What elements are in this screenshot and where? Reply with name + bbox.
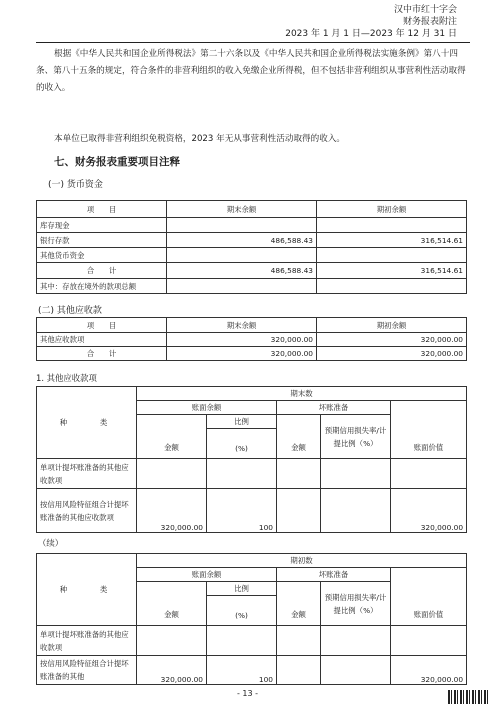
table-row <box>37 656 467 685</box>
table-row <box>37 218 467 233</box>
section-heading: 七、财务报表重要项目注释 <box>54 156 180 168</box>
barcode-icon <box>448 690 488 704</box>
value-cell <box>321 626 391 656</box>
row-label: 单项计提坏账准备的其他应收款项 <box>37 459 137 489</box>
header-period: 2023 年 1 月 1 日—2023 年 12 月 31 日 <box>285 29 457 39</box>
value-cell <box>321 656 391 685</box>
value-cell: 320,000.00 <box>137 489 207 533</box>
value-cell <box>207 626 277 656</box>
page-number: - 13 - <box>236 689 259 698</box>
amount-header: 金额 <box>137 415 207 459</box>
value-cell: 320,000.00 <box>317 347 467 361</box>
other-receivables-heading: (二) 其他应收款 <box>38 306 102 316</box>
table-header-row <box>37 554 467 568</box>
header-doc-title: 财务报表附注 <box>402 17 457 27</box>
header-cell: 期初余额 <box>317 318 467 333</box>
header-cell: 期初余额 <box>317 201 467 218</box>
row-label: 其中：存放在境外的款项总额 <box>37 279 167 294</box>
table-header-row <box>37 387 467 401</box>
value-cell <box>317 248 467 263</box>
expected-loss-header: 预期信用损失率/计提比例（%） <box>321 582 391 626</box>
book-balance-header: 账面余额 <box>137 401 277 415</box>
header-cell: 项 目 <box>37 201 167 218</box>
value-cell: 320,000.00 <box>137 656 207 685</box>
row-label: 其他应收款项 <box>37 333 167 347</box>
ratio-header: 比例 <box>207 415 277 429</box>
row-label: 其他货币资金 <box>37 248 167 263</box>
value-cell <box>167 279 317 294</box>
row-label: 银行存款 <box>37 233 167 248</box>
value-cell <box>391 626 467 656</box>
period-header: 期末数 <box>137 387 467 401</box>
detail-heading: 1. 其他应收款项 <box>36 373 97 383</box>
value-cell: 320,000.00 <box>391 656 467 685</box>
value-cell <box>277 656 321 685</box>
other-receivables-table <box>36 317 467 361</box>
table-row <box>37 279 467 294</box>
value-cell <box>317 279 467 294</box>
header-cell: 项 目 <box>37 318 167 333</box>
expected-loss-header: 预期信用损失率/计提比例（%） <box>321 415 391 459</box>
amount-header: 金额 <box>137 582 207 626</box>
intro-paragraph-1: 根据《中华人民共和国企业所得税法》第二十六条以及《中华人民共和国企业所得税法实施条例》第八十四条、第八十五条的规定，符合条件的非营利组织的收入免缴企业所得税，但不包括非营利组织从事营利性活动取得的收入。 <box>36 49 466 93</box>
book-balance-header: 账面余额 <box>137 568 277 582</box>
kind-header: 种 类 <box>37 387 137 459</box>
detail-begin-table <box>36 553 467 685</box>
detail-end-table <box>36 386 467 533</box>
table-row <box>37 248 467 263</box>
value-cell <box>321 489 391 533</box>
cash-table <box>36 200 467 294</box>
value-cell: 316,514.61 <box>317 263 467 279</box>
row-label: 按信用风险特征组合计提坏账准备的其他应收款项 <box>37 489 137 533</box>
header-rule <box>36 42 470 43</box>
value-cell: 320,000.00 <box>317 333 467 347</box>
header-org: 汉中市红十字会 <box>393 5 457 15</box>
value-cell <box>137 459 207 489</box>
bad-debt-header: 坏账准备 <box>277 568 391 582</box>
row-label: 按信用风险特征组合计提坏账准备的其他 <box>37 656 137 685</box>
value-cell <box>321 459 391 489</box>
bad-amount-header: 金额 <box>277 415 321 459</box>
table-header-row <box>37 201 467 218</box>
value-cell: 100 <box>207 489 277 533</box>
book-value-header: 账面价值 <box>391 401 467 459</box>
total-row <box>37 347 467 361</box>
period-header: 期初数 <box>137 554 467 568</box>
total-row <box>37 263 467 279</box>
row-label: 单项计提坏账准备的其他应收款项 <box>37 626 137 656</box>
value-cell: 320,000.00 <box>391 489 467 533</box>
value-cell: 320,000.00 <box>167 333 317 347</box>
value-cell <box>317 218 467 233</box>
row-label: 库存现金 <box>37 218 167 233</box>
value-cell <box>137 626 207 656</box>
value-cell <box>277 489 321 533</box>
row-label: 合 计 <box>37 347 167 361</box>
table-row <box>37 489 467 533</box>
value-cell: 486,588.43 <box>167 233 317 248</box>
value-cell: 316,514.61 <box>317 233 467 248</box>
pct-header: (%) <box>207 596 277 626</box>
value-cell <box>207 459 277 489</box>
value-cell <box>391 459 467 489</box>
row-label: 合 计 <box>37 263 167 279</box>
table-header-row <box>37 318 467 333</box>
table-row <box>37 233 467 248</box>
value-cell: 486,588.43 <box>167 263 317 279</box>
value-cell <box>167 218 317 233</box>
value-cell <box>277 459 321 489</box>
ratio-header: 比例 <box>207 582 277 596</box>
value-cell <box>167 248 317 263</box>
value-cell: 100 <box>207 656 277 685</box>
value-cell <box>277 626 321 656</box>
intro-paragraph-2: 本单位已取得非营利组织免税资格，2023 年无从事营利性活动取得的收入。 <box>54 134 346 144</box>
cash-heading: (一) 货币资金 <box>48 180 103 190</box>
table-row <box>37 459 467 489</box>
book-value-header: 账面价值 <box>391 568 467 626</box>
bad-debt-header: 坏账准备 <box>277 401 391 415</box>
kind-header: 种 类 <box>37 554 137 626</box>
pct-header: (%) <box>207 429 277 459</box>
continued-label: （续） <box>38 538 64 548</box>
bad-amount-header: 金额 <box>277 582 321 626</box>
header-cell: 期末余额 <box>167 201 317 218</box>
table-row <box>37 333 467 347</box>
value-cell: 320,000.00 <box>167 347 317 361</box>
table-row <box>37 626 467 656</box>
header-cell: 期末余额 <box>167 318 317 333</box>
